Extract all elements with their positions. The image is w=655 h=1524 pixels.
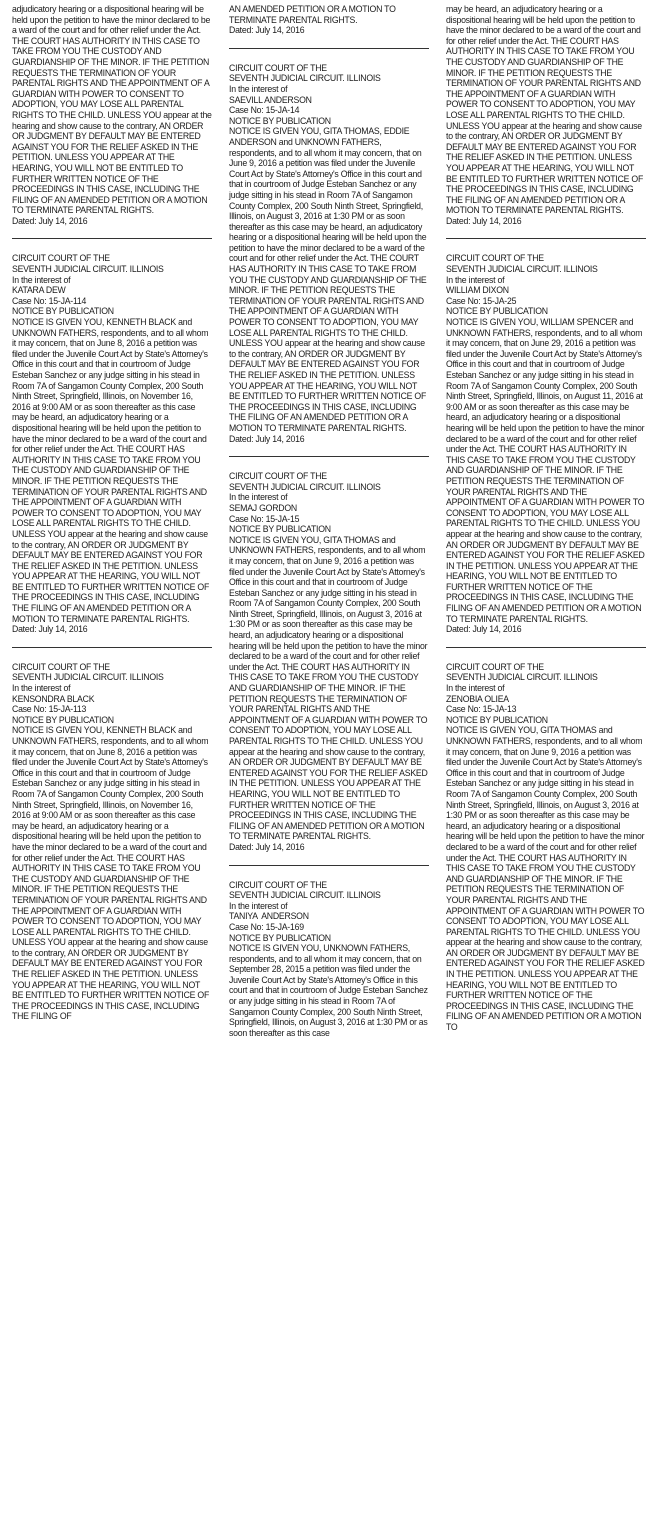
notice-saevill-anderson bbox=[229, 63, 429, 444]
notice-heading: NOTICE BY PUBLICATION bbox=[446, 713, 548, 725]
notice-william-dixon bbox=[446, 253, 646, 634]
notice-fragment bbox=[446, 4, 646, 226]
notice-heading: NOTICE BY PUBLICATION bbox=[229, 523, 331, 535]
notice-body: adjudicatory hearing or a dispositional hearing will be held upon the petition to have the minor declared to be a ward of the court and for other relief under the Act. THE COURT HAS AUTHORITY IN THIS CASE TO TAKE FROM YOU THE CUSTODY AND GUARDIANSHIP OF THE MINOR. IF THE PETITION REQUESTS THE TERMINATION OF YOUR PARENTAL RIGHTS AND THE APPOINTMENT OF A GUARDIAN WITH POWER TO CONSENT TO ADOPTION, YOU MAY LOSE ALL PARENTAL RIGHTS TO THE CHILD. UNLESS YOU appear at the hearing and show cause to the contrary, AN ORDER OR JUDGMENT BY DEFAULT MAY BE ENTERED AGAINST YOU FOR THE RELIEF ASKED IN THE PETITION. UNLESS YOU APPEAR AT THE HEARING, YOU WILL NOT BE ENTITLED TO FURTHER WRITTEN NOTICE OF THE PROCEEDINGS IN THIS CASE, INCLUDING THE FILING OF AN AMENDED PETITION OR A MOTION TO TERMINATE PARENTAL RIGHTS. bbox=[12, 3, 212, 216]
notice-minor-name: SAEVILL ANDERSON bbox=[229, 93, 312, 105]
notice-court: CIRCUIT COURT OF THE bbox=[446, 252, 544, 264]
notice-body: AN AMENDED PETITION OR A MOTION TO TERMINATE PARENTAL RIGHTS. bbox=[229, 3, 396, 25]
notice-case-number: Case No: 15-JA-25 bbox=[446, 294, 517, 306]
notice-court: CIRCUIT COURT OF THE bbox=[229, 470, 327, 482]
notice-body: NOTICE IS GIVEN YOU, GITA THOMAS and UNKNOWN FATHERS, respondents, and to all whom it may concern, that on June 9, 2016 a petition was filed under the Juvenile Court Act by State's Attorney's Office in this court and that in courtroom of Judge Esteban Sanchez or any judge sitting in his stead in Room 7A of Sangamon County Complex, 200 South Ninth Street, Springfield, Illinois, on August 3, 2016 at 1:30 PM or as soon thereafter as this case may be heard, an adjudicatory hearing or a dispositional hearing will be held upon the petition to have the minor declared to be a ward of the court and for other relief under the Act. THE COURT HAS AUTHORITY IN THIS CASE TO TAKE FROM YOU THE CUSTODY AND GUARDIANSHIP OF THE MINOR. IF THE PETITION REQUESTS THE TERMINATION OF YOUR PARENTAL RIGHTS AND THE APPOINTMENT OF A GUARDIAN WITH POWER TO CONSENT TO ADOPTION, YOU MAY LOSE ALL PARENTAL RIGHTS TO THE CHILD. UNLESS YOU appear at the hearing and show cause to the contrary, AN ORDER OR JUDGMENT BY DEFAULT MAY BE ENTERED AGAINST YOU FOR THE RELIEF ASKED IN THE PETITION. UNLESS YOU APPEAR AT THE HEARING, YOU WILL NOT BE ENTITLED TO FURTHER WRITTEN NOTICE OF THE PROCEEDINGS IN THIS CASE, INCLUDING THE FILING OF AN AMENDED PETITION OR A MOTION TO TERMINATE PARENTAL RIGHTS. bbox=[229, 533, 428, 842]
notice-interest: In the interest of bbox=[229, 491, 288, 503]
notice-case-number: Case No: 15-JA-14 bbox=[229, 104, 300, 116]
notice-interest: In the interest of bbox=[12, 682, 71, 694]
notice-dated: Dated: July 14, 2016 bbox=[446, 623, 522, 635]
notice-heading: NOTICE BY PUBLICATION bbox=[229, 931, 331, 943]
notice-body: NOTICE IS GIVEN YOU, GITA THOMAS and UNKNOWN FATHERS, respondents, and to all whom it may concern, that on June 9, 2016 a petition was filed under the Juvenile Court Act by State's Attorney's Office in this court and that in courtroom of Judge Esteban Sanchez or any judge sitting in his stead in Room 7A of Sangamon County Complex, 200 South Ninth Street, Springfield, Illinois, on August 3, 2016 at 1:30 PM or as soon thereafter as this case may be heard, an adjudicatory hearing or a dispositional hearing will be held upon the petition to have the minor declared to be a ward of the court and for other relief under the Act. THE COURT HAS AUTHORITY IN THIS CASE TO TAKE FROM YOU THE CUSTODY AND GUARDIANSHIP OF THE MINOR. IF THE PETITION REQUESTS THE TERMINATION OF YOUR PARENTAL RIGHTS AND THE APPOINTMENT OF A GUARDIAN WITH POWER TO CONSENT TO ADOPTION, YOU MAY LOSE ALL PARENTAL RIGHTS TO THE CHILD. UNLESS YOU appear at the hearing and show cause to the contrary, AN ORDER OR JUDGMENT BY DEFAULT MAY BE ENTERED AGAINST YOU FOR THE RELIEF ASKED IN THE PETITION. UNLESS YOU APPEAR AT THE HEARING, YOU WILL NOT BE ENTITLED TO FURTHER WRITTEN NOTICE OF THE PROCEEDINGS IN THIS CASE, INCLUDING THE FILING OF AN AMENDED PETITION OR A MOTION TO bbox=[446, 724, 645, 1033]
divider bbox=[446, 647, 646, 648]
notice-court: CIRCUIT COURT OF THE bbox=[229, 61, 327, 73]
notice-heading: NOTICE BY PUBLICATION bbox=[446, 305, 548, 317]
divider bbox=[229, 48, 429, 49]
notice-interest: In the interest of bbox=[12, 273, 71, 285]
notice-court: CIRCUIT COURT OF THE bbox=[229, 878, 327, 890]
notice-body: may be heard, an adjudicatory hearing or a dispositional hearing will be held upon the petition to have the minor declared to be a ward of the court and for other relief under the Act. THE COURT HAS AUTHORITY IN THIS CASE TO TAKE FROM YOU THE CUSTODY AND GUARDIANSHIP OF THE MINOR. IF THE PETITION REQUESTS THE TERMINATION OF YOUR PARENTAL RIGHTS AND THE APPOINTMENT OF A GUARDIAN WITH POWER TO CONSENT TO ADOPTION, YOU MAY LOSE ALL PARENTAL RIGHTS TO THE CHILD. UNLESS YOU appear at the hearing and show cause to the contrary, AN ORDER OR JUDGMENT BY DEFAULT MAY BE ENTERED AGAINST YOU FOR THE RELIEF ASKED IN THE PETITION. UNLESS YOU APPEAR AT THE HEARING, YOU WILL NOT BE ENTITLED TO FURTHER WRITTEN NOTICE OF THE PROCEEDINGS IN THIS CASE, INCLUDING THE FILING OF AN AMENDED PETITION OR A MOTION TO TERMINATE PARENTAL RIGHTS. bbox=[446, 3, 644, 216]
notice-dated: Dated: July 14, 2016 bbox=[229, 24, 305, 36]
notice-kensondra-black bbox=[12, 662, 212, 1022]
notice-body: NOTICE IS GIVEN YOU, GITA THOMAS, EDDIE ANDERSON and UNKNOWN FATHERS, respondents, and to all whom it may concern, that on June 9, 2016 a petition was filed under the Juvenile Court Act by State's Attorney's Office in this court and that in courtroom of Judge Esteban Sanchez or any judge sitting in his stead in Room 7A of Sangamon County Complex, 200 South Ninth Street, Springfield, Illinois, on August 3, 2016 at 1:30 PM or as soon thereafter as this case may be heard, an adjudicatory hearing or a dispositional hearing will be held upon the petition to have the minor declared to be a ward of the court and for other relief under the Act. THE COURT HAS AUTHORITY IN THIS CASE TO TAKE FROM YOU THE CUSTODY AND GUARDIANSHIP OF THE MINOR. IF THE PETITION REQUESTS THE TERMINATION OF YOUR PARENTAL RIGHTS AND THE APPOINTMENT OF A GUARDIAN WITH POWER TO CONSENT TO ADOPTION, YOU MAY LOSE ALL PARENTAL RIGHTS TO THE CHILD. UNLESS YOU appear at the hearing and show cause to the contrary, AN ORDER OR JUDGMENT BY DEFAULT MAY BE ENTERED AGAINST YOU FOR THE RELIEF ASKED IN THE PETITION. UNLESS YOU APPEAR AT THE HEARING, YOU WILL NOT BE ENTITLED TO FURTHER WRITTEN NOTICE OF THE PROCEEDINGS IN THIS CASE, INCLUDING THE FILING OF AN AMENDED PETITION OR A MOTION TO TERMINATE PARENTAL RIGHTS. bbox=[229, 125, 427, 433]
divider bbox=[229, 865, 429, 866]
notice-minor-name: WILLIAM DIXON bbox=[446, 284, 509, 296]
notice-circuit: SEVENTH JUDICIAL CIRCUIT. ILLINOIS bbox=[12, 671, 164, 683]
divider bbox=[229, 456, 429, 457]
notice-case-number: Case No: 15-JA-13 bbox=[446, 703, 517, 715]
notice-case-number: Case No: 15-JA-15 bbox=[229, 512, 300, 524]
notice-semaj-gordon bbox=[229, 471, 429, 852]
notice-case-number: Case No: 15-JA-114 bbox=[12, 294, 87, 306]
notice-circuit: SEVENTH JUDICIAL CIRCUIT. ILLINOIS bbox=[229, 889, 381, 901]
notice-heading: NOTICE BY PUBLICATION bbox=[12, 305, 114, 317]
notice-dated: Dated: July 14, 2016 bbox=[12, 623, 88, 635]
notice-court: CIRCUIT COURT OF THE bbox=[446, 660, 544, 672]
notice-body: NOTICE IS GIVEN YOU, KENNETH BLACK and UNKNOWN FATHERS, respondents, and to all whom it may concern, that on June 8, 2016 a petition was filed under the Juvenile Court Act by State's Attorney's Office in this court and that in courtroom of Judge Esteban Sanchez or any judge sitting in his stead in Room 7A of Sangamon County Complex, 200 South Ninth Street, Springfield, Illinois, on November 16, 2016 at 9:00 AM or as soon thereafter as this case may be heard, an adjudicatory hearing or a dispositional hearing will be held upon the petition to have the minor declared to be a ward of the court and for other relief under the Act. THE COURT HAS AUTHORITY IN THIS CASE TO TAKE FROM YOU THE CUSTODY AND GUARDIANSHIP OF THE MINOR. IF THE PETITION REQUESTS THE TERMINATION OF YOUR PARENTAL RIGHTS AND THE APPOINTMENT OF A GUARDIAN WITH POWER TO CONSENT TO ADOPTION, YOU MAY LOSE ALL PARENTAL RIGHTS TO THE CHILD. UNLESS YOU appear at the hearing and show cause to the contrary, AN ORDER OR JUDGMENT BY DEFAULT MAY BE ENTERED AGAINST YOU FOR THE RELIEF ASKED IN THE PETITION. UNLESS YOU APPEAR AT THE HEARING, YOU WILL NOT BE ENTITLED TO FURTHER WRITTEN NOTICE OF THE PROCEEDINGS IN THIS CASE, INCLUDING THE FILING OF AN AMENDED PETITION OR A MOTION TO TERMINATE PARENTAL RIGHTS. bbox=[12, 316, 210, 624]
notice-dated: Dated: July 14, 2016 bbox=[446, 214, 522, 226]
column-3 bbox=[446, 4, 646, 1524]
notice-minor-name: SEMAJ GORDON bbox=[229, 501, 297, 513]
notice-minor-name: KATARA DEW bbox=[12, 284, 66, 296]
notice-minor-name: TANIYA ANDERSON bbox=[229, 910, 309, 922]
notice-minor-name: ZENOBIA OLIEA bbox=[446, 692, 509, 704]
notice-interest: In the interest of bbox=[446, 682, 505, 694]
notice-case-number: Case No: 15-JA-169 bbox=[229, 920, 304, 932]
notice-body: NOTICE IS GIVEN YOU, WILLIAM SPENCER and UNKNOWN FATHERS, respondents, and to all whom it may concern, that on June 29, 2016 a petition was filed under the Juvenile Court Act by State's Attorney's Office in this court and that in courtroom of Judge Esteban Sanchez or any judge sitting in his stead in Room 7A of Sangamon County Complex, 200 South Ninth Street, Springfield, Illinois, on August 11, 2016 at 9:00 AM or as soon thereafter as this case may be heard, an adjudicatory hearing or a dispositional hearing will be held upon the petition to have the minor declared to be a ward of the court and for other relief under the Act. THE COURT HAS AUTHORITY IN THIS CASE TO TAKE FROM YOU THE CUSTODY AND GUARDIANSHIP OF THE MINOR. IF THE PETITION REQUESTS THE TERMINATION OF YOUR PARENTAL RIGHTS AND THE APPOINTMENT OF A GUARDIAN WITH POWER TO CONSENT TO ADOPTION, YOU MAY LOSE ALL PARENTAL RIGHTS TO THE CHILD. UNLESS YOU appear at the hearing and show cause to the contrary, AN ORDER OR JUDGMENT BY DEFAULT MAY BE ENTERED AGAINST YOU FOR THE RELIEF ASKED IN THE PETITION. UNLESS YOU APPEAR AT THE HEARING, YOU WILL NOT BE ENTITLED TO FURTHER WRITTEN NOTICE OF THE PROCEEDINGS IN THIS CASE, INCLUDING THE FILING OF AN AMENDED PETITION OR A MOTION TO TERMINATE PARENTAL RIGHTS. bbox=[446, 316, 645, 624]
notice-heading: NOTICE BY PUBLICATION bbox=[229, 114, 331, 126]
notice-case-number: Case No: 15-JA-113 bbox=[12, 703, 87, 715]
notice-zenobia-oliea bbox=[446, 662, 646, 1033]
column-2 bbox=[229, 4, 429, 1524]
notice-interest: In the interest of bbox=[446, 273, 505, 285]
notice-circuit: SEVENTH JUDICIAL CIRCUIT. ILLINOIS bbox=[229, 480, 381, 492]
notice-circuit: SEVENTH JUDICIAL CIRCUIT. ILLINOIS bbox=[446, 263, 598, 275]
notice-fragment bbox=[12, 4, 212, 226]
notice-interest: In the interest of bbox=[229, 82, 288, 94]
notice-court: CIRCUIT COURT OF THE bbox=[12, 252, 110, 264]
notice-dated: Dated: July 14, 2016 bbox=[229, 840, 305, 852]
notice-body: NOTICE IS GIVEN YOU, UNKNOWN FATHERS, respondents, and to all whom it may concern, that on September 28, 2015 a petition was filed under the Juvenile Court Act by State's Attorney's Office in this court and that in courtroom of Judge Esteban Sanchez or any judge sitting in his stead in Room 7A of Sangamon County Complex, 200 South Ninth Street, Springfield, Illinois, on August 3, 2016 at 1:30 PM or as soon thereafter as this case bbox=[229, 942, 428, 1038]
notice-minor-name: KENSONDRA BLACK bbox=[12, 692, 95, 704]
notice-fragment bbox=[229, 4, 429, 36]
divider bbox=[12, 647, 212, 648]
notice-dated: Dated: July 14, 2016 bbox=[229, 432, 305, 444]
notice-circuit: SEVENTH JUDICIAL CIRCUIT. ILLINOIS bbox=[446, 671, 598, 683]
notice-dated: Dated: July 14, 2016 bbox=[12, 214, 88, 226]
notice-body: NOTICE IS GIVEN YOU, KENNETH BLACK and UNKNOWN FATHERS, respondents, and to all whom it may concern, that on June 8, 2016 a petition was filed under the Juvenile Court Act by State's Attorney's Office in this court and that in courtroom of Judge Esteban Sanchez or any judge sitting in his stead in Room 7A of Sangamon County Complex, 200 South Ninth Street, Springfield, Illinois, on November 16, 2016 at 9:00 AM or as soon thereafter as this case may be heard, an adjudicatory hearing or a dispositional hearing will be held upon the petition to have the minor declared to be a ward of the court and for other relief under the Act. THE COURT HAS AUTHORITY IN THIS CASE TO TAKE FROM YOU THE CUSTODY AND GUARDIANSHIP OF THE MINOR. IF THE PETITION REQUESTS THE TERMINATION OF YOUR PARENTAL RIGHTS AND THE APPOINTMENT OF A GUARDIAN WITH POWER TO CONSENT TO ADOPTION, YOU MAY LOSE ALL PARENTAL RIGHTS TO THE CHILD. UNLESS YOU appear at the hearing and show cause to the contrary, AN ORDER OR JUDGMENT BY DEFAULT MAY BE ENTERED AGAINST YOU FOR THE RELIEF ASKED IN THE PETITION. UNLESS YOU APPEAR AT THE HEARING, YOU WILL NOT BE ENTITLED TO FURTHER WRITTEN NOTICE OF THE PROCEEDINGS IN THIS CASE, INCLUDING THE FILING OF bbox=[12, 724, 210, 1022]
notice-interest: In the interest of bbox=[229, 899, 288, 911]
notice-heading: NOTICE BY PUBLICATION bbox=[12, 713, 114, 725]
divider bbox=[446, 238, 646, 239]
notice-court: CIRCUIT COURT OF THE bbox=[12, 660, 110, 672]
notice-taniya-anderson bbox=[229, 880, 429, 1039]
notice-circuit: SEVENTH JUDICIAL CIRCUIT. ILLINOIS bbox=[229, 72, 381, 84]
column-1 bbox=[12, 4, 212, 1524]
notice-katara-dew bbox=[12, 253, 212, 634]
divider bbox=[12, 238, 212, 239]
notice-circuit: SEVENTH JUDICIAL CIRCUIT. ILLINOIS bbox=[12, 263, 164, 275]
